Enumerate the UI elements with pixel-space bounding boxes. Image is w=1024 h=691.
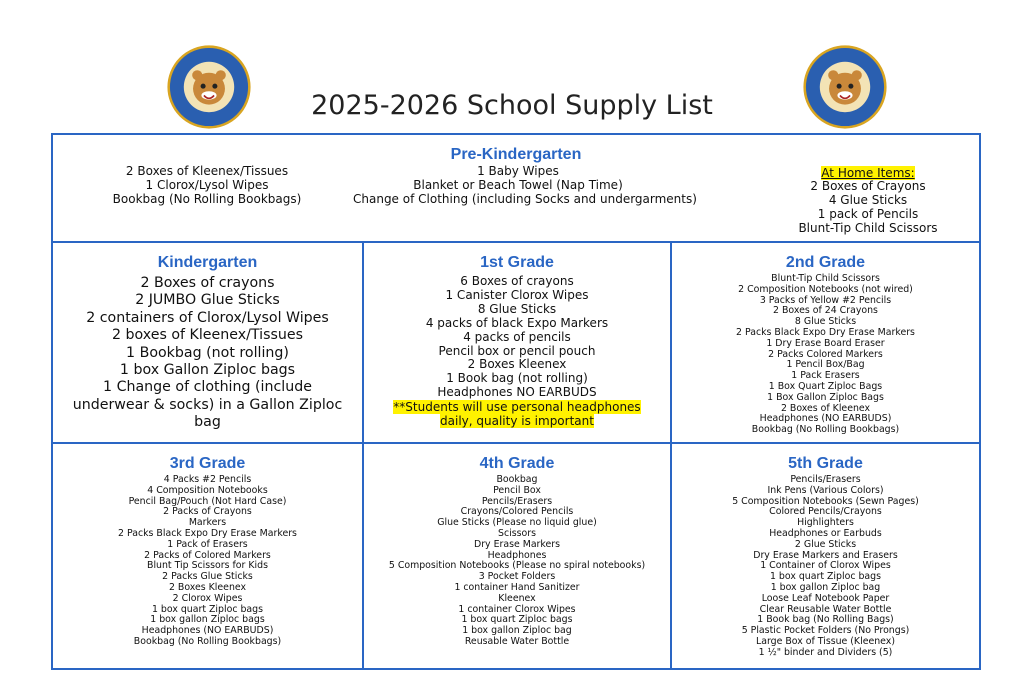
list-item: 2 Boxes of Kleenex/Tissues	[125, 164, 289, 178]
list-item: 1 box gallon Ziploc bags	[150, 614, 265, 626]
grade2-heading: 2nd Grade	[785, 254, 866, 271]
list-item: Dry Erase Markers	[473, 538, 561, 550]
grade5-heading: 5th Grade	[788, 455, 863, 472]
list-item: 1 container Hand Sanitizer	[454, 581, 580, 593]
list-item: 1 box quart Ziploc bags	[151, 603, 263, 615]
list-item: 2 boxes of Kleenex/Tissues	[112, 327, 303, 344]
list-item: 1 Change of clothing (include underwear & socks) in a Gallon Ziploc bag	[72, 379, 343, 431]
list-item: 2 Glue Sticks	[794, 538, 857, 550]
grade1-list	[364, 275, 670, 400]
list-item: 8 Glue Sticks	[477, 301, 557, 316]
list-item: Bookbag	[496, 474, 538, 485]
list-item: Pencil Bag/Pouch (Not Hard Case)	[128, 495, 287, 507]
grade2-section	[672, 243, 979, 442]
grade3-list	[53, 475, 362, 648]
prek-at-home	[773, 166, 963, 180]
list-item: 1 Container of Clorox Wipes	[760, 560, 891, 572]
list-item: Pencils/Erasers	[481, 495, 553, 507]
list-item: 1 Box Quart Ziploc Bags	[768, 380, 883, 392]
list-item: Clear Reusable Water Bottle	[759, 603, 892, 615]
list-item: 1 box quart Ziploc bags	[769, 571, 881, 583]
list-item: Blunt-Tip Child Scissors	[798, 220, 938, 235]
grade1-note: **Students will use personal headphones daily, quality is important	[393, 400, 641, 429]
page-title: 2025-2026 School Supply List	[311, 90, 713, 121]
list-item: 2 Boxes Kleenex	[467, 357, 567, 372]
prek-left-list	[87, 165, 327, 207]
list-item: Change of Clothing (including Socks and undergarments)	[353, 191, 697, 206]
list-item: 4 Packs #2 Pencils	[163, 474, 252, 485]
list-item: 5 Composition Notebooks (Please no spiral notebooks)	[388, 560, 646, 572]
list-item: 4 packs of black Expo Markers	[425, 315, 609, 330]
list-item: Pencils/Erasers	[790, 474, 861, 485]
list-item: 1 Dry Erase Board Eraser	[766, 337, 885, 349]
list-item: 2 Packs Colored Markers	[768, 348, 883, 360]
kindergarten-section	[53, 243, 362, 442]
grade5-section	[672, 444, 979, 668]
list-item: 2 Packs Black Expo Dry Erase Markers	[736, 326, 915, 338]
kindergarten-list	[63, 275, 352, 432]
list-item: Loose Leaf Notebook Paper	[761, 592, 890, 604]
grade5-list	[672, 475, 979, 659]
list-item: Dry Erase Markers and Erasers	[753, 549, 898, 561]
list-item: 2 Packs of Crayons	[163, 506, 252, 518]
grade1-heading: 1st Grade	[480, 254, 554, 271]
list-item: Blunt Tip Scissors for Kids	[147, 560, 268, 572]
list-item: 2 containers of Clorox/Lysol Wipes	[86, 309, 329, 326]
list-item: 1 Pack Erasers	[791, 370, 860, 382]
list-item: 2 Packs Black Expo Dry Erase Markers	[118, 527, 297, 539]
list-item: Crayons/Colored Pencils	[460, 506, 574, 518]
list-item: 2 Packs of Colored Markers	[144, 549, 271, 561]
list-item: 2 Boxes of Crayons	[810, 179, 926, 193]
list-item: Bookbag (No Rolling Bookbags)	[133, 635, 282, 647]
list-item: Markers	[188, 517, 227, 529]
list-item: 3 Pocket Folders	[478, 571, 556, 583]
list-item: 2 Boxes Kleenex	[168, 581, 247, 593]
list-item: Large Box of Tissue (Kleenex)	[756, 635, 895, 647]
list-item: 1 Box Gallon Ziploc Bags	[767, 391, 884, 403]
list-item: 1 pack of Pencils	[817, 206, 919, 221]
list-item: Reusable Water Bottle	[464, 635, 570, 647]
list-item: 1 Book bag (not rolling)	[446, 371, 588, 386]
list-item: Kleenex	[498, 592, 536, 604]
at-home-title: At Home Items:	[821, 166, 915, 180]
list-item: 2 JUMBO Glue Sticks	[135, 292, 280, 309]
list-item: Headphones (NO EARBUDS)	[141, 625, 274, 637]
list-item: 1 box quart Ziploc bags	[461, 614, 573, 626]
list-item: Bookbag (No Rolling Bookbags)	[112, 191, 302, 206]
list-item: Ink Pens (Various Colors)	[767, 484, 884, 496]
prek-center-list	[353, 164, 697, 207]
list-item: 1 Clorox/Lysol Wipes	[145, 177, 269, 192]
list-item: Headphones NO EARBUDS	[437, 385, 597, 400]
list-item: 8 Glue Sticks	[794, 316, 857, 328]
list-item: 2 Boxes of 24 Crayons	[773, 305, 878, 317]
list-item: 6 Boxes of crayons	[460, 274, 574, 288]
list-item: 1 Bookbag (not rolling)	[126, 344, 289, 361]
list-item: Blanket or Beach Towel (Nap Time)	[413, 177, 623, 192]
list-item: 3 Packs of Yellow #2 Pencils	[759, 294, 892, 306]
list-item: 2 Boxes of Kleenex	[780, 402, 871, 414]
list-item: Highlighters	[797, 517, 854, 529]
list-item: 5 Plastic Pocket Folders (No Prongs)	[741, 625, 910, 637]
list-item: 1 ½" binder and Dividers (5)	[758, 646, 893, 658]
prek-section	[53, 135, 979, 241]
list-item: 4 packs of pencils	[463, 329, 571, 344]
list-item: Bookbag (No Rolling Bookbags)	[751, 424, 900, 436]
list-item: 1 Pack of Erasers	[167, 538, 248, 550]
list-item: 1 box gallon Ziploc bag	[770, 581, 881, 593]
prek-heading: Pre-Kindergarten	[450, 146, 582, 163]
list-item: 1 container Clorox Wipes	[458, 603, 576, 615]
grade4-list	[364, 475, 670, 648]
list-item: Glue Sticks (Please no liquid glue)	[437, 517, 597, 529]
prek-right-list	[773, 180, 963, 236]
list-item: 5 Composition Notebooks (Sewn Pages)	[732, 495, 919, 507]
list-item: 1 box Gallon Ziploc bags	[119, 362, 296, 379]
grade4-heading: 4th Grade	[479, 455, 555, 472]
grade3-heading: 3rd Grade	[169, 455, 246, 472]
list-item: 1 Canister Clorox Wipes	[445, 287, 589, 302]
grade4-section	[364, 444, 670, 668]
list-item: 1 Baby Wipes	[477, 164, 559, 178]
list-item: 1 Pencil Box/Bag	[786, 359, 865, 371]
list-item: Pencil box or pencil pouch	[438, 343, 596, 358]
list-item: Pencil Box	[493, 484, 541, 496]
kindergarten-heading: Kindergarten	[157, 254, 258, 271]
list-item: Headphones	[487, 549, 547, 561]
list-item: 2 Packs Glue Sticks	[162, 571, 253, 583]
list-item: 2 Composition Notebooks (not wired)	[738, 283, 913, 295]
grade2-list	[672, 274, 979, 436]
list-item: Headphones (NO EARBUDS)	[759, 413, 892, 425]
list-item: 4 Composition Notebooks	[147, 484, 268, 496]
list-item: 2 Clorox Wipes	[172, 592, 243, 604]
list-item: 1 box gallon Ziploc bag	[462, 625, 572, 637]
list-item: Scissors	[498, 527, 536, 539]
list-item: 2 Boxes of crayons	[140, 275, 275, 291]
list-item: 4 Glue Sticks	[828, 192, 908, 207]
list-item: Blunt-Tip Child Scissors	[771, 273, 880, 284]
list-item: Headphones or Earbuds	[769, 527, 882, 539]
grade1-section	[364, 243, 670, 442]
grade3-section	[53, 444, 362, 668]
list-item: Colored Pencils/Crayons	[769, 506, 882, 518]
supply-table	[51, 133, 981, 670]
list-item: 1 Book bag (No Rolling Bags)	[757, 614, 894, 626]
